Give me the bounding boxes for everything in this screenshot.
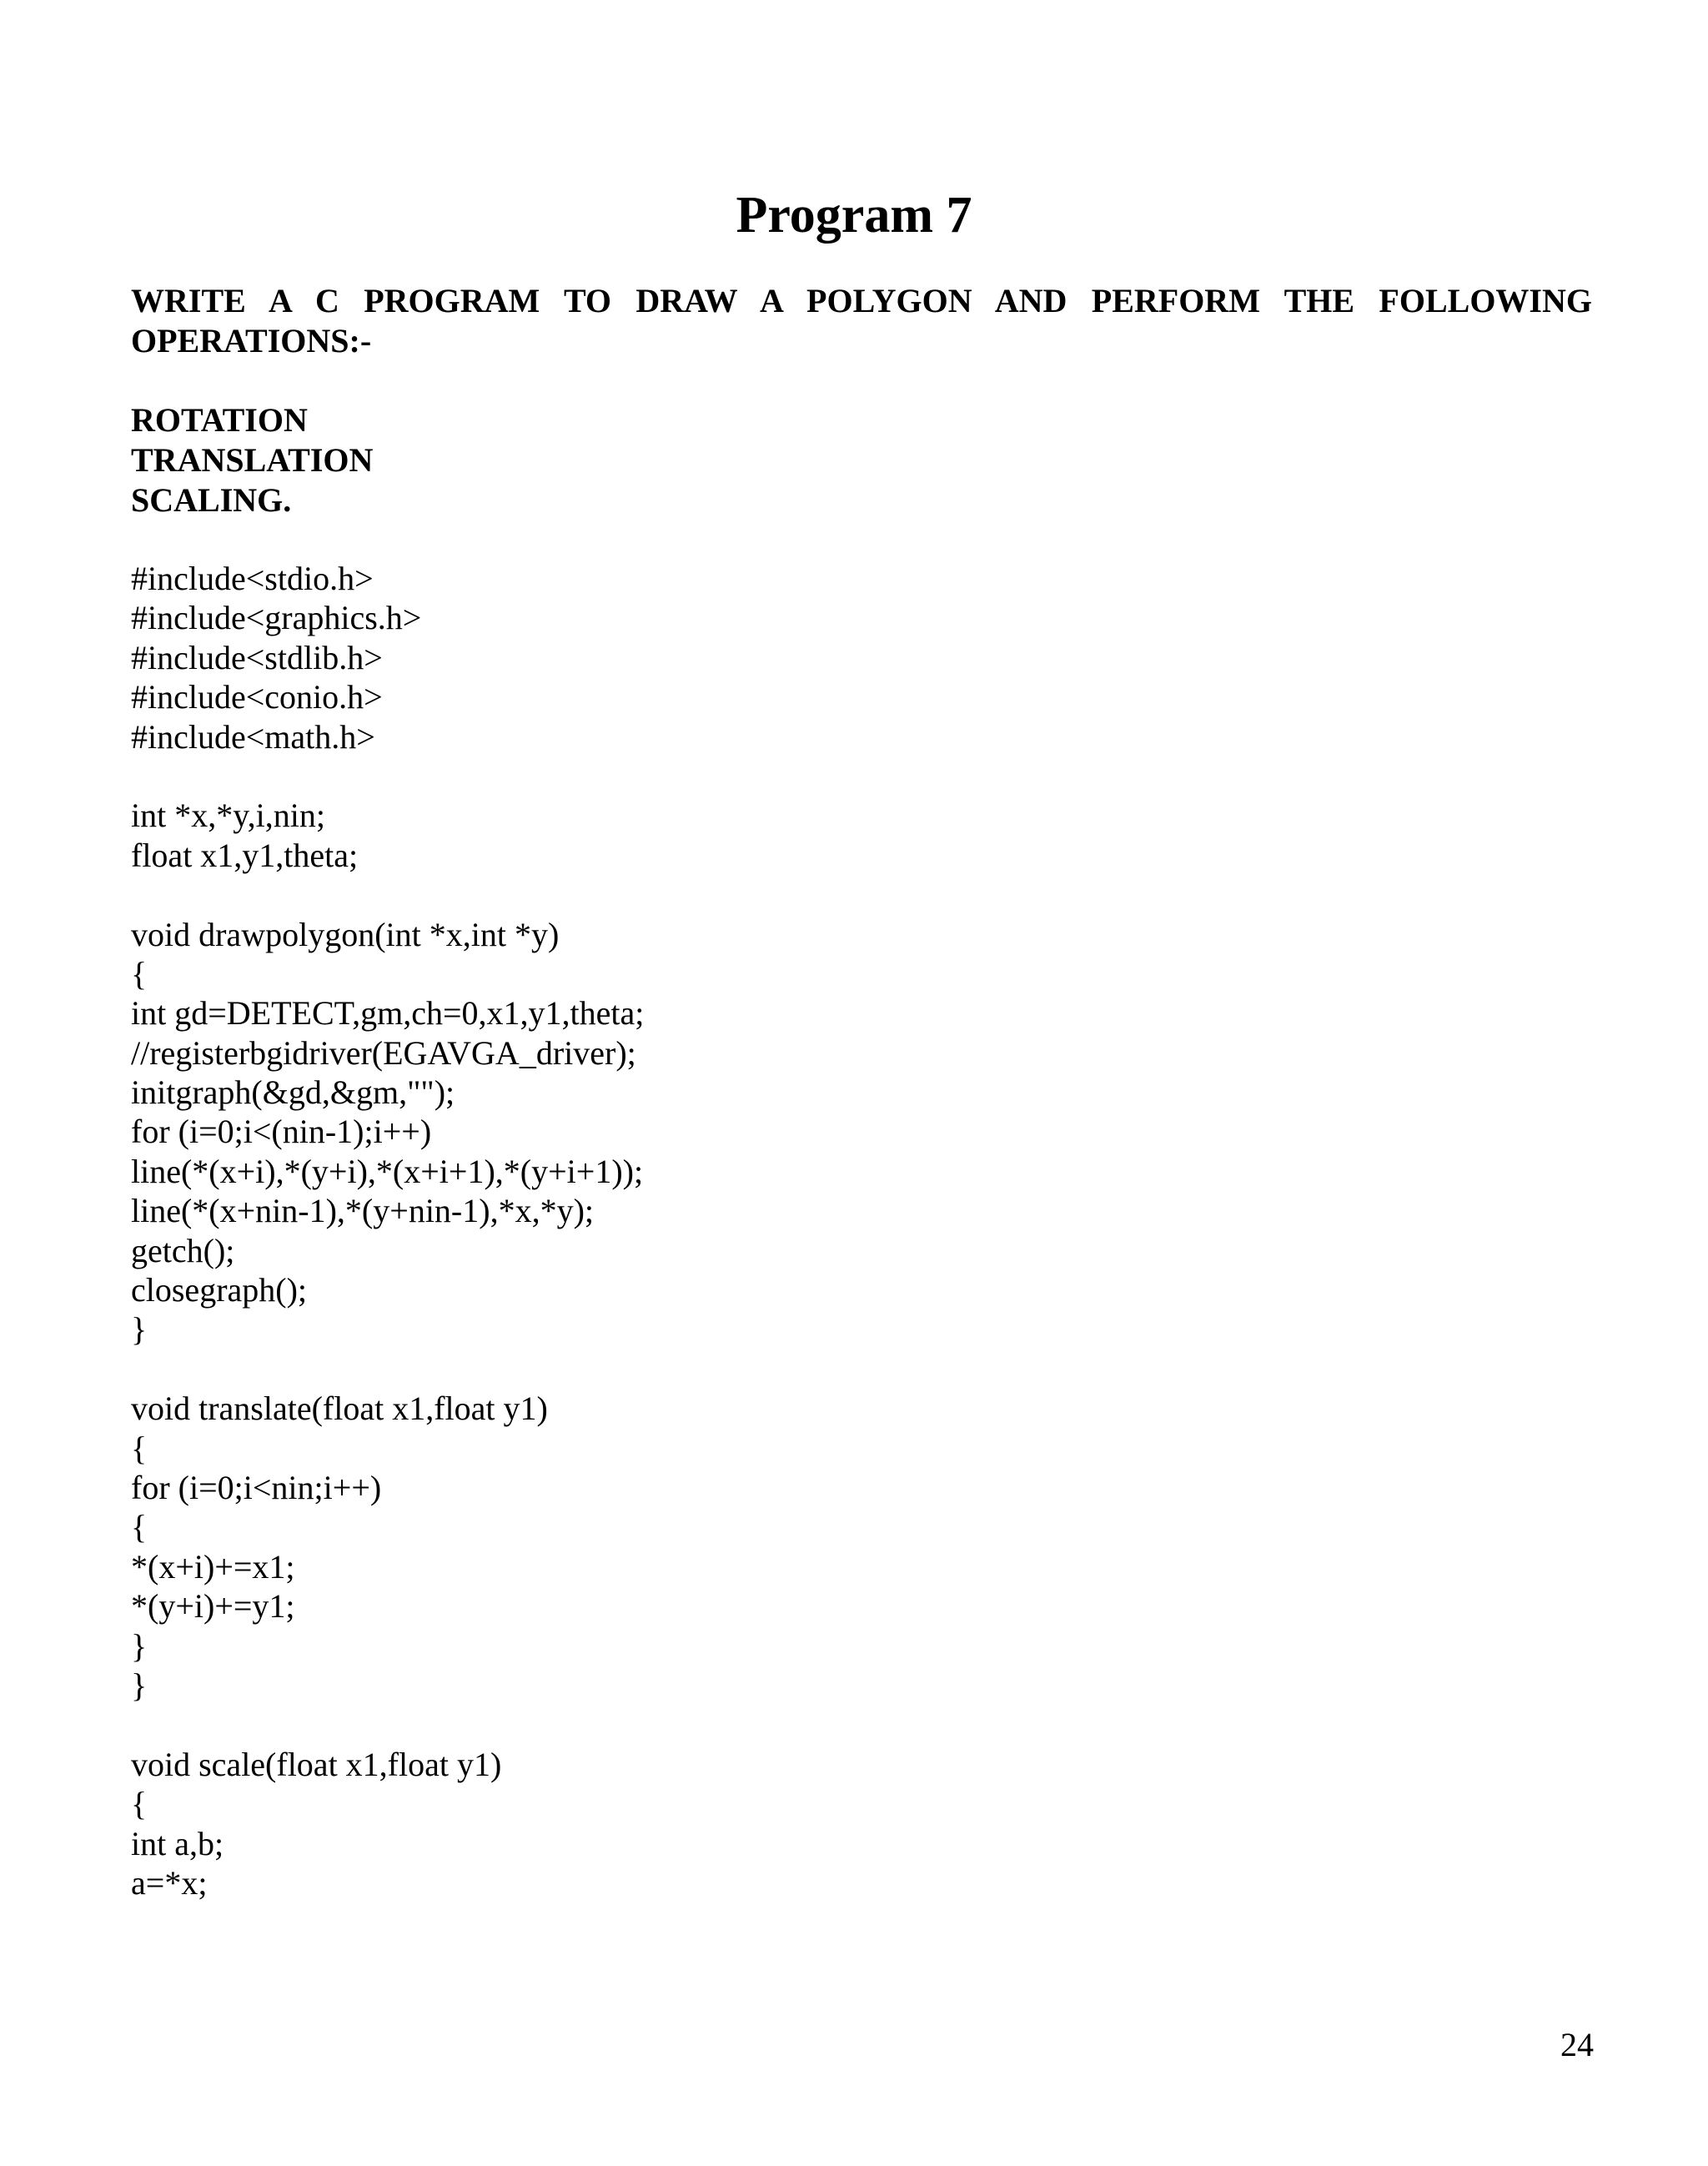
code-line: int a,b; [131, 1824, 224, 1862]
operations-list [131, 400, 373, 520]
code-line [131, 1349, 1549, 1389]
code-line [131, 1705, 1549, 1744]
code-line: } [131, 1626, 148, 1665]
code-line: int gd=DETECT,gm,ch=0,x1,y1,theta; [131, 994, 645, 1033]
page-title: Program 7 [736, 187, 972, 244]
code-line: void drawpolygon(int *x,int *y) [131, 915, 560, 953]
code-line: line(*(x+nin-1),*(y+nin-1),*x,*y); [131, 1192, 594, 1230]
task-statement [131, 281, 1592, 361]
code-line: initgraph(&gd,&gm,""); [131, 1073, 455, 1112]
code-line [131, 875, 1549, 914]
operation-rotation: ROTATION [131, 401, 308, 439]
code-line: #include<conio.h> [131, 678, 383, 716]
code-line: { [131, 1508, 148, 1546]
page-number: 24 [1560, 2026, 1594, 2063]
code-line: line(*(x+i),*(y+i),*(x+i+1),*(y+i+1)); [131, 1152, 644, 1190]
code-line: } [131, 1666, 148, 1704]
code-line: #include<stdlib.h> [131, 638, 383, 676]
task-statement-line-1: WRITE A C PROGRAM TO DRAW A POLYGON AND PERFORM THE FOLLOWING [131, 282, 1592, 319]
code-line: int *x,*y,i,nin; [131, 797, 325, 835]
code-line: *(y+i)+=y1; [131, 1587, 295, 1626]
operation-scaling: SCALING. [131, 481, 292, 519]
code-line: void scale(float x1,float y1) [131, 1745, 502, 1783]
code-line: #include<math.h> [131, 717, 375, 756]
code-line: for (i=0;i<nin;i++) [131, 1468, 382, 1506]
code-line: #include<stdio.h> [131, 560, 374, 597]
operation-translation: TRANSLATION [131, 441, 374, 479]
code-line: } [131, 1310, 148, 1349]
code-line: closegraph(); [131, 1271, 308, 1309]
code-line: a=*x; [131, 1863, 208, 1902]
code-line: { [131, 954, 148, 993]
code-line: *(x+i)+=x1; [131, 1547, 295, 1586]
code-line: void translate(float x1,float y1) [131, 1390, 548, 1428]
code-line: getch(); [131, 1231, 235, 1269]
code-line: { [131, 1785, 148, 1823]
code-line [131, 756, 1549, 796]
code-listing [131, 559, 1549, 1902]
code-line: //registerbgidriver(EGAVGA_driver); [131, 1033, 636, 1072]
code-line: for (i=0;i<(nin-1);i++) [131, 1113, 432, 1151]
code-line: { [131, 1429, 148, 1467]
code-line: float x1,y1,theta; [131, 836, 359, 874]
task-statement-line-2: OPERATIONS:- [131, 322, 372, 359]
code-line: #include<graphics.h> [131, 599, 422, 637]
